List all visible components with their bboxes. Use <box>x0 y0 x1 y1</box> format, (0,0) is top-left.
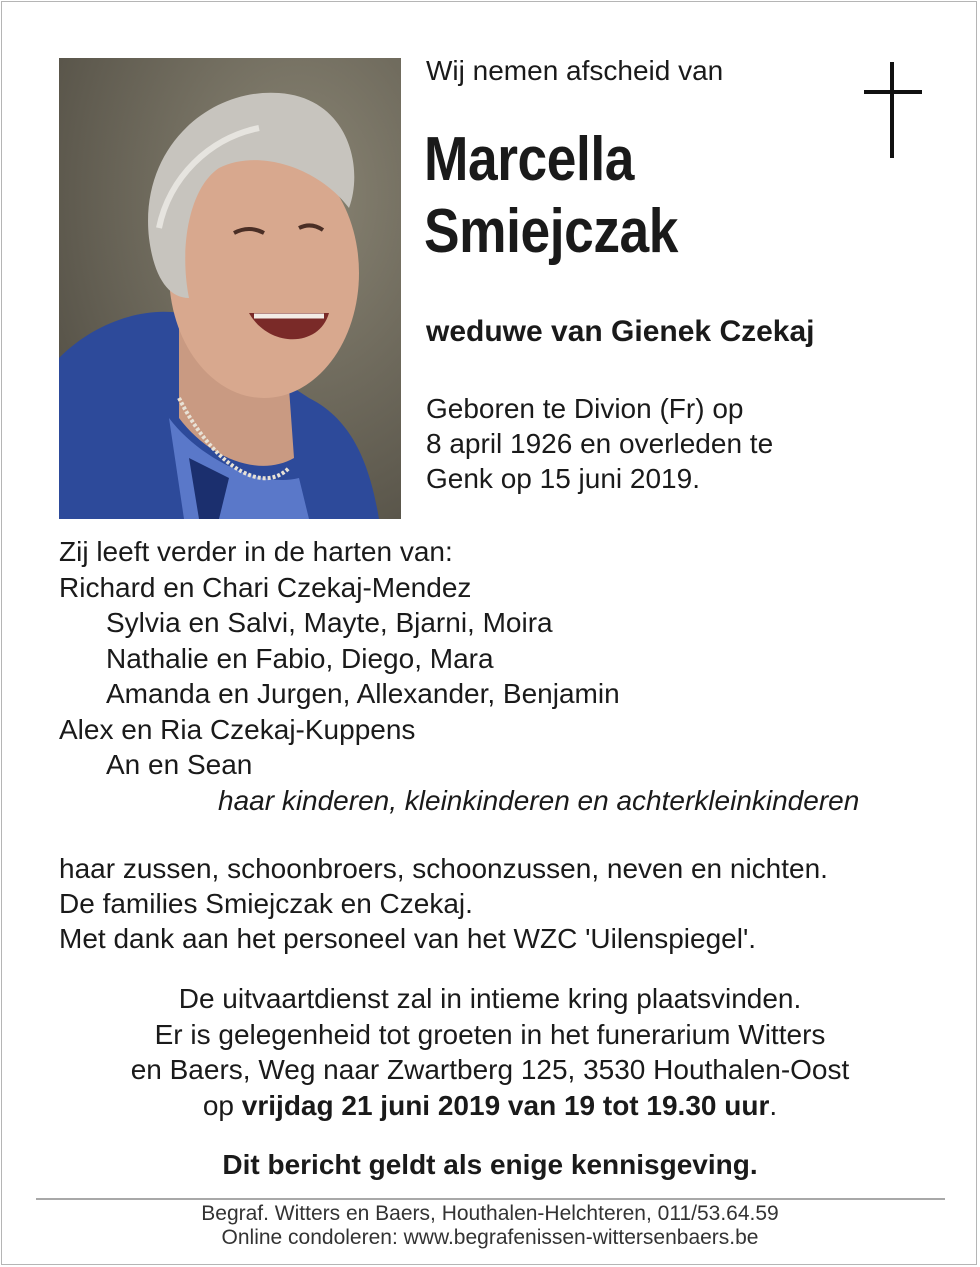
others-line-1: haar zussen, schoonbroers, schoonzussen, neven en nichten. <box>59 853 828 884</box>
survivors-heading: Zij leeft verder in de harten van: <box>59 536 453 567</box>
birth-death-details <box>426 391 773 496</box>
latin-cross-icon <box>864 62 922 158</box>
notice-line: Dit bericht geldt als enige kennisgeving. <box>222 1149 758 1180</box>
survivors-list <box>59 534 859 818</box>
service-line-2: Er is gelegenheid tot groeten in het funerarium Witters <box>154 1018 826 1050</box>
relation-caption: haar kinderen, kleinkinderen en achterkleinkinderen <box>218 784 860 816</box>
service-line-4-prefix: op <box>202 1089 242 1121</box>
service-line-1: De uitvaartdienst zal in intieme kring plaatsvinden. <box>178 983 802 1014</box>
grandchild-entry: Sylvia en Salvi, Mayte, Bjarni, Moira <box>106 607 553 638</box>
first-name: Marcella <box>424 125 634 194</box>
family-entry: Richard en Chari Czekaj-Mendez <box>59 571 472 603</box>
footer-divider <box>36 1198 945 1200</box>
visitation-datetime: vrijdag 21 juni 2019 van 19 tot 19.30 uur <box>241 1089 770 1121</box>
footer <box>0 1202 980 1250</box>
funeral-service-info <box>0 981 980 1123</box>
others-line-2: De families Smiejczak en Czekaj. <box>59 888 473 919</box>
service-line-3: en Baers, Weg naar Zwartberg 125, 3530 Houthalen-Oost <box>130 1054 850 1085</box>
birth-line-3: Genk op 15 juni 2019. <box>426 463 700 494</box>
service-line-4-suffix: . <box>769 1089 778 1121</box>
grandchild-entry: Amanda en Jurgen, Allexander, Benjamin <box>106 678 620 709</box>
family-entry: Alex en Ria Czekaj-Kuppens <box>59 713 416 745</box>
birth-line-2: 8 april 1926 en overleden te <box>426 428 774 459</box>
other-relatives <box>59 851 828 956</box>
online-condolence-link[interactable]: Online condoleren: www.begrafenissen-wittersenbaers.be <box>221 1226 759 1249</box>
funeral-home-contact: Begraf. Witters en Baers, Houthalen-Helchteren, 011/53.64.59 <box>201 1202 779 1225</box>
portrait-photo <box>59 58 401 519</box>
last-name: Smiejczak <box>424 197 679 266</box>
grandchild-entry: An en Sean <box>106 749 253 780</box>
intro-line: Wij nemen afscheid van <box>426 55 724 86</box>
deceased-name <box>424 124 678 268</box>
grandchild-entry: Nathalie en Fabio, Diego, Mara <box>106 642 494 674</box>
others-line-3: Met dank aan het personeel van het WZC 'Uilenspiegel'. <box>59 923 757 954</box>
service-line-4 <box>0 1088 980 1124</box>
birth-line-1: Geboren te Divion (Fr) op <box>426 393 744 424</box>
widow-line: weduwe van Gienek Czekaj <box>426 315 815 348</box>
